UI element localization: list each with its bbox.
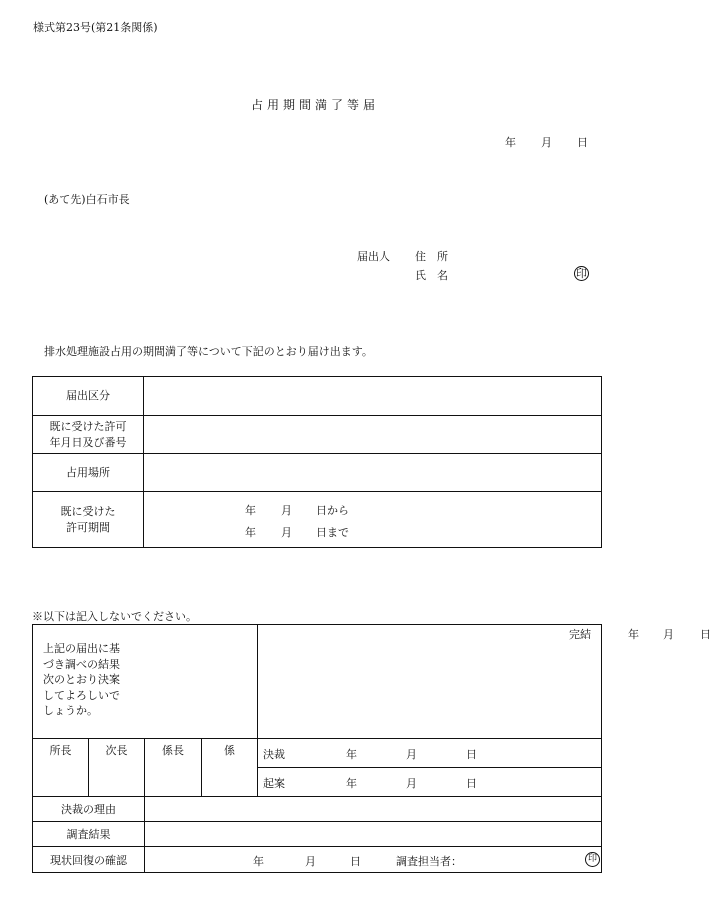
restoration-label: 現状回復の確認 — [33, 847, 145, 873]
form-title: 占用期間満了等届 — [250, 98, 379, 112]
restoration-month: 月 — [305, 855, 316, 868]
director-cell[interactable] — [33, 739, 89, 797]
draft-label: 起案 — [263, 777, 285, 790]
period-to-month: 月 — [281, 526, 292, 539]
chief-cell[interactable] — [145, 739, 202, 797]
permit-period-label-line1: 既に受けた — [60, 504, 116, 518]
inspector-seal-icon: 印 — [585, 852, 600, 867]
permit-date-number-field[interactable] — [144, 416, 602, 454]
permit-date-number-label — [33, 416, 144, 454]
applicant-label: 届出人 — [357, 250, 390, 263]
completion-month: 月 — [663, 628, 674, 641]
date-day-label: 日 — [577, 136, 588, 149]
form-number: 様式第23号(第21条関係) — [33, 21, 158, 34]
completion-cell[interactable] — [258, 625, 711, 739]
office-use-note: ※以下は記入しないでください。 — [32, 610, 197, 623]
draft-day: 日 — [466, 777, 477, 790]
location-label: 占用場所 — [33, 454, 144, 492]
date-year-label: 年 — [505, 136, 516, 149]
staff-label: 係 — [224, 744, 235, 757]
decision-month: 月 — [406, 748, 417, 761]
office-use-table — [32, 624, 711, 873]
chief-label: 係長 — [162, 744, 184, 757]
date-month-label: 月 — [541, 136, 552, 149]
restoration-year: 年 — [253, 855, 264, 868]
period-to-day: 日まで — [316, 526, 349, 539]
approval-line-3: 次のとおり決案 — [43, 673, 120, 686]
category-label: 届出区分 — [33, 377, 144, 416]
permit-date-label-line2: 年月日及び番号 — [49, 435, 127, 449]
approval-line-2: づき調べの結果 — [43, 657, 120, 671]
deputy-label: 次長 — [105, 744, 128, 757]
permit-period-field[interactable] — [144, 492, 602, 548]
result-label: 調査結果 — [33, 822, 145, 847]
permit-period-label — [33, 492, 144, 548]
director-label: 所長 — [49, 744, 72, 757]
decision-day: 日 — [466, 748, 477, 761]
staff-cell[interactable] — [202, 739, 258, 797]
decision-year: 年 — [346, 748, 357, 761]
approval-line-4: してよろしいで — [43, 688, 120, 702]
period-from-month: 月 — [281, 504, 292, 517]
seal-icon: 印 — [576, 267, 587, 280]
category-field[interactable] — [144, 377, 602, 416]
permit-date-label-line1: 既に受けた許可 — [49, 419, 127, 433]
addressee: (あて先)白石市長 — [44, 193, 130, 206]
reason-field[interactable] — [145, 797, 602, 822]
completion-label: 完結 — [569, 628, 591, 641]
draft-month: 月 — [406, 777, 417, 790]
approval-line-1: 上記の届出に基 — [43, 642, 120, 655]
period-from-year: 年 — [245, 504, 256, 517]
restoration-day: 日 — [350, 855, 361, 868]
completion-day: 日 — [700, 628, 711, 641]
location-field[interactable] — [144, 454, 602, 492]
period-to-year: 年 — [245, 526, 256, 539]
draft-year: 年 — [346, 777, 357, 790]
result-field[interactable] — [145, 822, 602, 847]
decision-row[interactable] — [258, 739, 602, 768]
approval-line-5: しょうか。 — [43, 704, 98, 717]
deputy-cell[interactable] — [89, 739, 145, 797]
notification-table — [32, 376, 602, 548]
restoration-field[interactable] — [145, 847, 602, 873]
address-label: 住 所 — [415, 250, 448, 263]
period-from-day: 日から — [316, 504, 349, 517]
reason-label: 決裁の理由 — [33, 797, 145, 822]
permit-period-label-line2: 許可期間 — [66, 520, 110, 534]
inspector-label: 調査担当者： — [396, 855, 462, 868]
draft-row[interactable] — [258, 768, 602, 797]
approval-text-cell — [33, 625, 258, 739]
completion-year: 年 — [628, 628, 639, 641]
decision-label: 決裁 — [263, 748, 285, 761]
name-label: 氏 名 — [415, 269, 448, 282]
intro-text: 排水処理施設占用の期間満了等について下記のとおり届け出ます。 — [44, 345, 373, 358]
